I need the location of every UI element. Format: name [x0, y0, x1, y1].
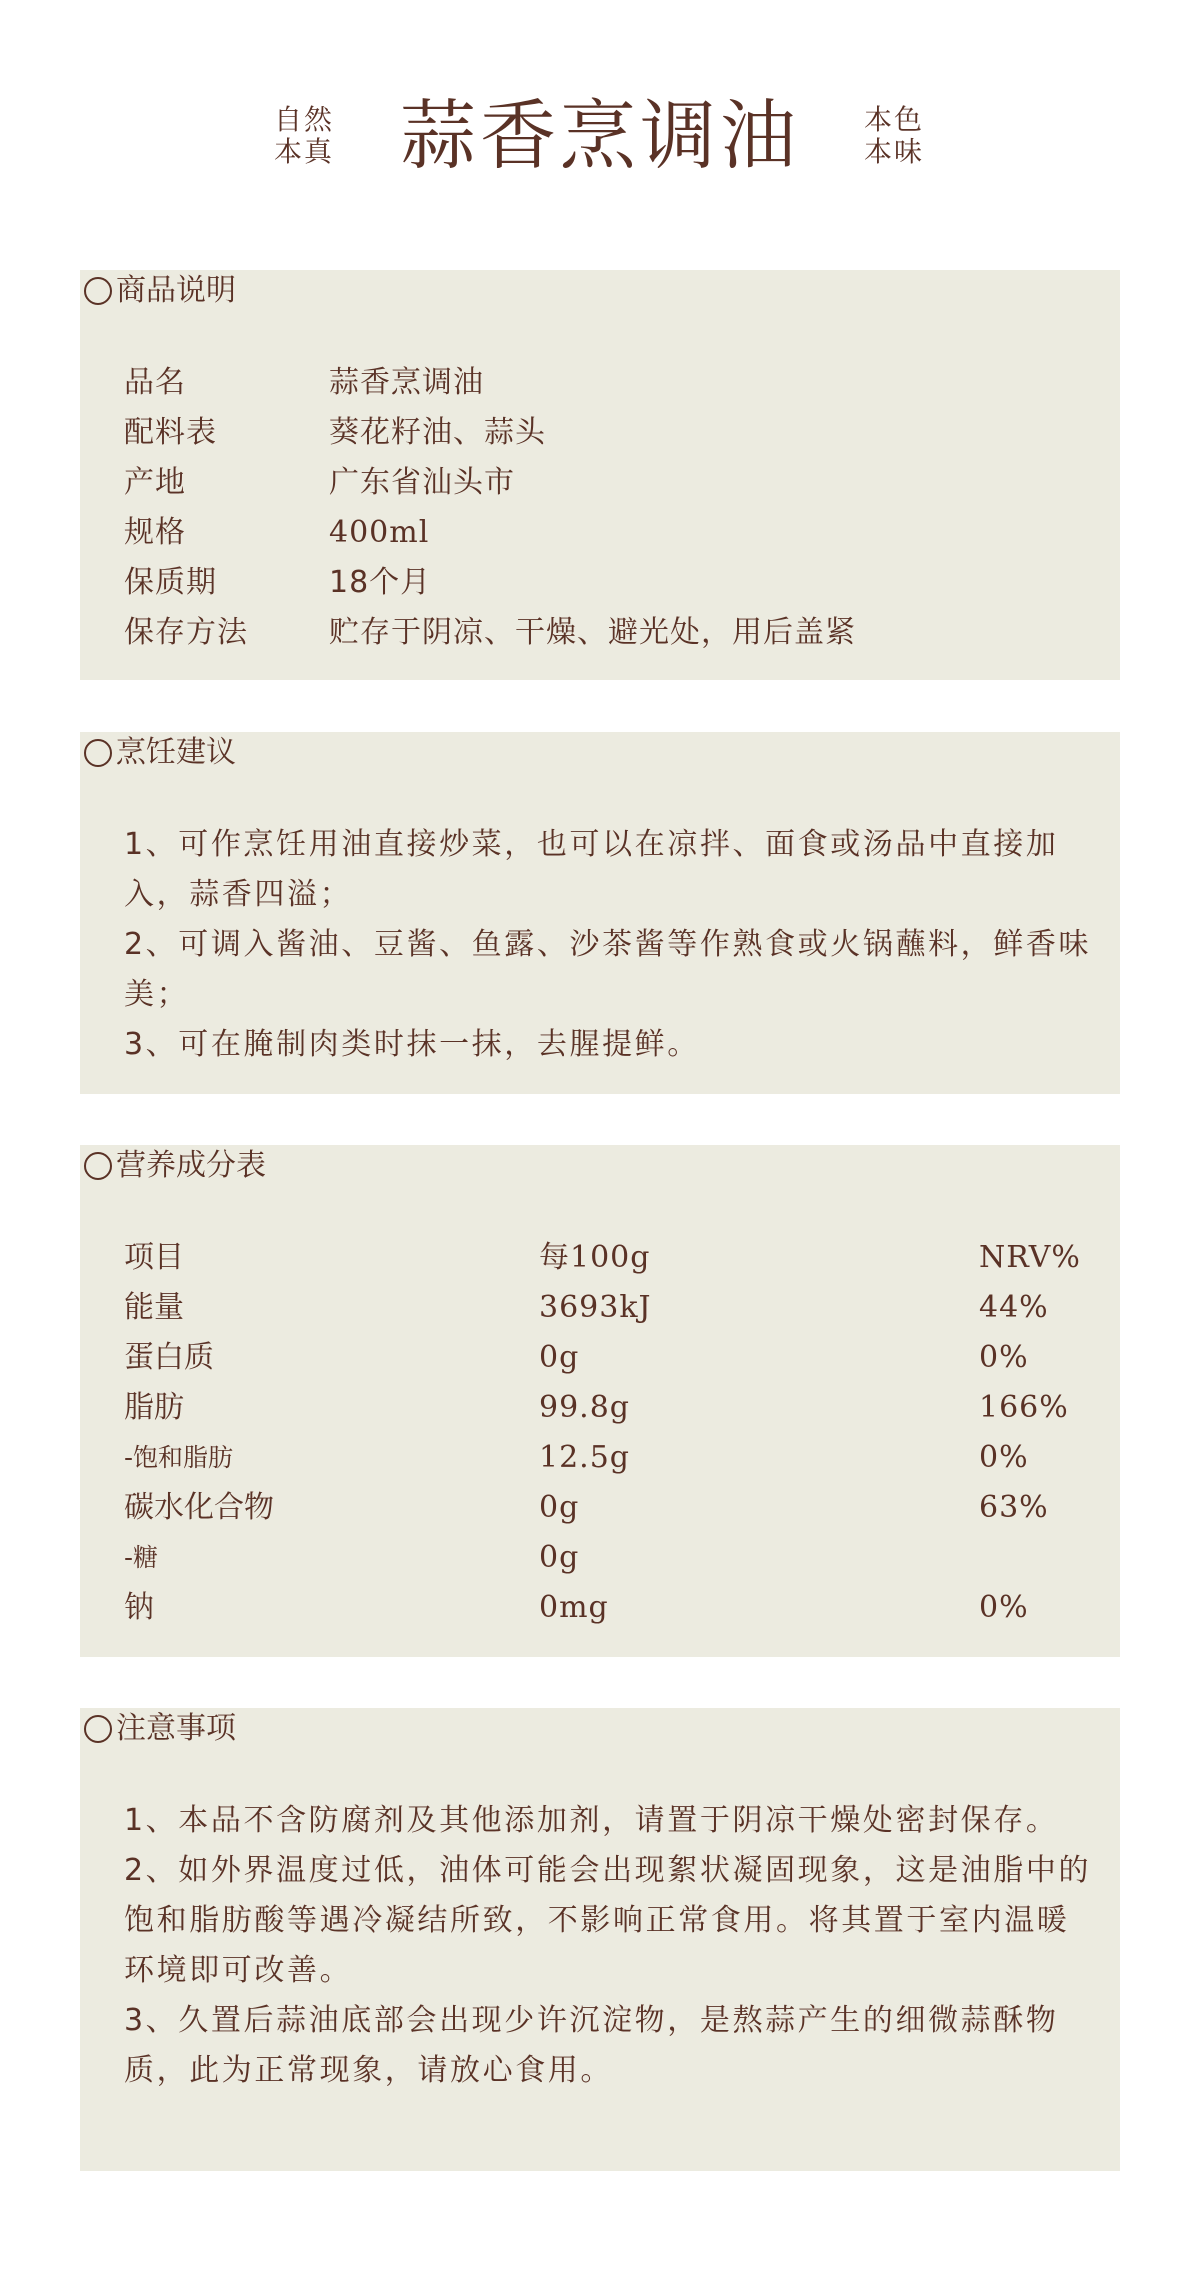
- nutrition-row: [124, 1333, 1084, 1383]
- circle-icon: [84, 1715, 112, 1743]
- nutrition-item: 能量: [124, 1290, 184, 1325]
- slogan-right: [864, 104, 924, 168]
- notes-list: [124, 1796, 1094, 2096]
- nutrition-item: 蛋白质: [124, 1340, 214, 1375]
- product-info-heading: [84, 272, 236, 310]
- circle-icon: [84, 1152, 112, 1180]
- cooking-title: 烹饪建议: [116, 735, 236, 770]
- nutrition-header-nrv: NRV%: [979, 1240, 1081, 1275]
- circle-icon: [84, 277, 112, 305]
- nutrition-nrv: 63%: [979, 1490, 1049, 1525]
- nutrition-item: -饱和脂肪: [124, 1443, 234, 1472]
- product-info-row: [124, 458, 1084, 508]
- nutrition-nrv: [979, 1533, 1084, 1583]
- nutrition-item: 脂肪: [124, 1390, 184, 1425]
- cooking-item: 3、可在腌制肉类时抹一抹，去腥提鲜。: [124, 1027, 700, 1062]
- product-info-list: [124, 358, 1084, 658]
- cooking-item: 2、可调入酱油、豆酱、鱼露、沙茶酱等作熟食或火锅蘸料，鲜香味美；: [124, 927, 1092, 1012]
- slogan-right-line-2: 本味: [864, 135, 925, 168]
- circle-icon: [84, 739, 112, 767]
- nutrition-row: [124, 1383, 1084, 1433]
- product-info-row: [124, 358, 1084, 408]
- nutrition-heading: [84, 1147, 266, 1185]
- nutrition-row: [124, 1283, 1084, 1333]
- nutrition-row: [124, 1433, 1084, 1483]
- nutrition-per100g: 0g: [539, 1340, 580, 1375]
- product-info-section: [80, 270, 1120, 680]
- nutrition-nrv: 166%: [979, 1390, 1069, 1425]
- product-info-value: 18个月: [329, 565, 432, 600]
- product-info-row: [124, 408, 1084, 458]
- product-info-value: 葵花籽油、蒜头: [329, 415, 546, 450]
- notes-title: 注意事项: [116, 1711, 236, 1746]
- product-info-value: 广东省汕头市: [329, 465, 515, 500]
- product-info-key: 保存方法: [124, 615, 248, 650]
- slogan-left: [274, 104, 334, 168]
- product-info-value: 蒜香烹调油: [329, 365, 484, 400]
- slogan-left-line-1: 自然: [274, 103, 335, 136]
- nutrition-section: [80, 1145, 1120, 1657]
- notes-item: 3、久置后蒜油底部会出现少许沉淀物，是熬蒜产生的细微蒜酥物质，此为正常现象，请放心食用。: [124, 2003, 1059, 2088]
- product-info-key: 配料表: [124, 415, 217, 450]
- cooking-item: 1、可作烹饪用油直接炒菜，也可以在凉拌、面食或汤品中直接加入，蒜香四溢；: [124, 827, 1059, 912]
- product-info-row: [124, 608, 1084, 658]
- product-info-row: [124, 508, 1084, 558]
- notes-section: [80, 1708, 1120, 2171]
- nutrition-item: 钠: [124, 1590, 154, 1625]
- nutrition-per100g: 0g: [539, 1540, 580, 1575]
- nutrition-header-item: 项目: [124, 1240, 184, 1275]
- product-info-key: 品名: [124, 365, 186, 400]
- product-info-key: 规格: [124, 515, 186, 550]
- cooking-section: [80, 732, 1120, 1094]
- nutrition-row: [124, 1533, 1084, 1583]
- nutrition-nrv: 0%: [979, 1340, 1029, 1375]
- product-info-value: 贮存于阴凉、干燥、避光处，用后盖紧: [329, 615, 856, 650]
- nutrition-row: [124, 1583, 1084, 1633]
- nutrition-nrv: 44%: [979, 1290, 1049, 1325]
- nutrition-per100g: 12.5g: [539, 1440, 631, 1475]
- nutrition-row: [124, 1483, 1084, 1533]
- notes-item: 2、如外界温度过低，油体可能会出现絮状凝固现象，这是油脂中的饱和脂肪酸等遇冷凝结所致，不影响正常食用。将其置于室内温暖环境即可改善。: [124, 1853, 1092, 1988]
- product-info-row: [124, 558, 1084, 608]
- cooking-heading: [84, 734, 236, 772]
- nutrition-item: 碳水化合物: [124, 1490, 274, 1525]
- nutrition-table: [124, 1233, 1084, 1633]
- nutrition-per100g: 0mg: [539, 1590, 609, 1625]
- nutrition-title: 营养成分表: [116, 1148, 266, 1183]
- cooking-list: [124, 820, 1094, 1070]
- product-info-title: 商品说明: [116, 273, 236, 308]
- nutrition-nrv: 0%: [979, 1440, 1029, 1475]
- notes-item: 1、本品不含防腐剂及其他添加剂，请置于阴凉干燥处密封保存。: [124, 1803, 1059, 1838]
- product-info-key: 产地: [124, 465, 186, 500]
- nutrition-header-per100g: 每100g: [539, 1240, 651, 1275]
- slogan-left-line-2: 本真: [274, 135, 335, 168]
- slogan-right-line-1: 本色: [864, 103, 925, 136]
- product-info-key: 保质期: [124, 565, 217, 600]
- nutrition-nrv: 0%: [979, 1590, 1029, 1625]
- nutrition-item: -糖: [124, 1543, 159, 1572]
- page-header: [0, 88, 1200, 198]
- nutrition-per100g: 99.8g: [539, 1390, 631, 1425]
- product-info-value: 400ml: [329, 515, 430, 550]
- nutrition-per100g: 0g: [539, 1490, 580, 1525]
- nutrition-per100g: 3693kJ: [539, 1290, 652, 1325]
- notes-heading: [84, 1710, 236, 1748]
- page-title: 蒜香烹调油: [400, 91, 800, 180]
- nutrition-header-row: [124, 1233, 1084, 1283]
